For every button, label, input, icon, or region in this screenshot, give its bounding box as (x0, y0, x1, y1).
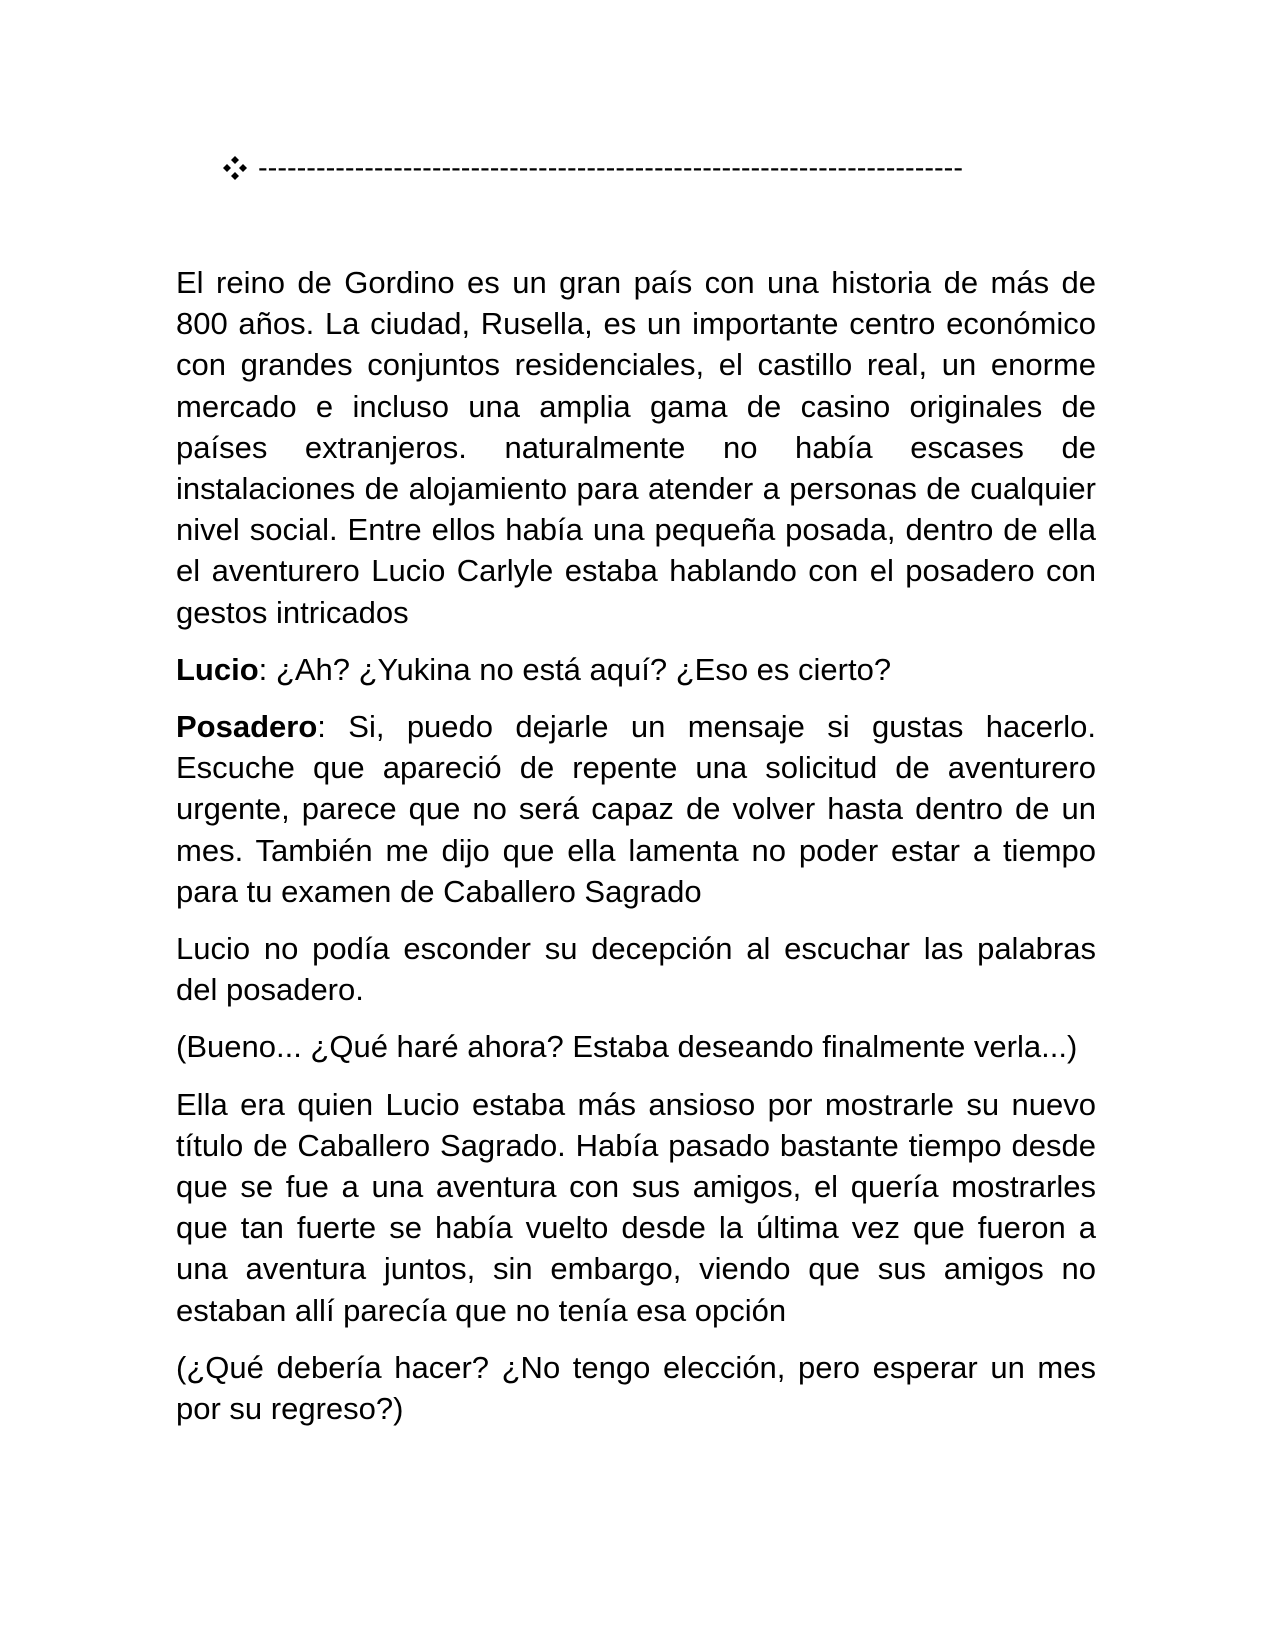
dialogue-text: : ¿Ah? ¿Yukina no está aquí? ¿Eso es cierto? (258, 651, 892, 687)
narration-paragraph: Lucio no podía esconder su decepción al escuchar las palabras del posadero. (176, 931, 1096, 1008)
four-diamond-bullet-icon (222, 155, 248, 181)
dialogue-paragraph-posadero (176, 706, 1096, 912)
speaker-name: Lucio (176, 651, 259, 687)
story-text (176, 262, 1096, 1445)
thought-paragraph: (¿Qué debería hacer? ¿No tengo elección, pero esperar un mes por su regreso?) (176, 1349, 1096, 1427)
thought-paragraph: (Bueno... ¿Qué haré ahora? Estaba deseando finalmente verla...) (176, 1029, 1078, 1065)
separator-dashes: ------------------------------------------------------------------------- (258, 151, 963, 184)
dialogue-paragraph-lucio (176, 649, 1096, 690)
narration-paragraph: Ella era quien Lucio estaba más ansioso por mostrarle su nuevo título de Caballero Sagrado. Había pasado bastante tiempo desde que se fue a una aventura con sus amigos, el quería mostrarles que tan fuerte se había vuelto desde la última vez que fueron a una aventura juntos, sin embargo, viendo que sus amigos no estaban allí parecía que no tenía esa opción (176, 1086, 1096, 1328)
speaker-name: Posadero (176, 709, 318, 745)
narration-paragraph: El reino de Gordino es un gran país con una historia de más de 800 años. La ciudad, Rusella, es un importante centro económico con grandes conjuntos residenciales, el castillo real, un enorme mercado e incluso una amplia gama de casino originales de países extranjeros. naturalmente no había escases de instalaciones de alojamiento para atender a personas de cualquier nivel social. Entre ellos había una pequeña posada, dentro de ella el aventurero Lucio Carlyle estaba hablando con el posadero con gestos intricados (176, 265, 1096, 630)
section-separator (222, 148, 1102, 188)
dialogue-text: : Si, puedo dejarle un mensaje si gustas hacerlo. Escuche que apareció de repente una solicitud de aventurero urgente, parece que no será capaz de volver hasta dentro de un mes. También me dijo que ella lamenta no poder estar a tiempo para tu examen de Caballero Sagrado (176, 709, 1096, 909)
